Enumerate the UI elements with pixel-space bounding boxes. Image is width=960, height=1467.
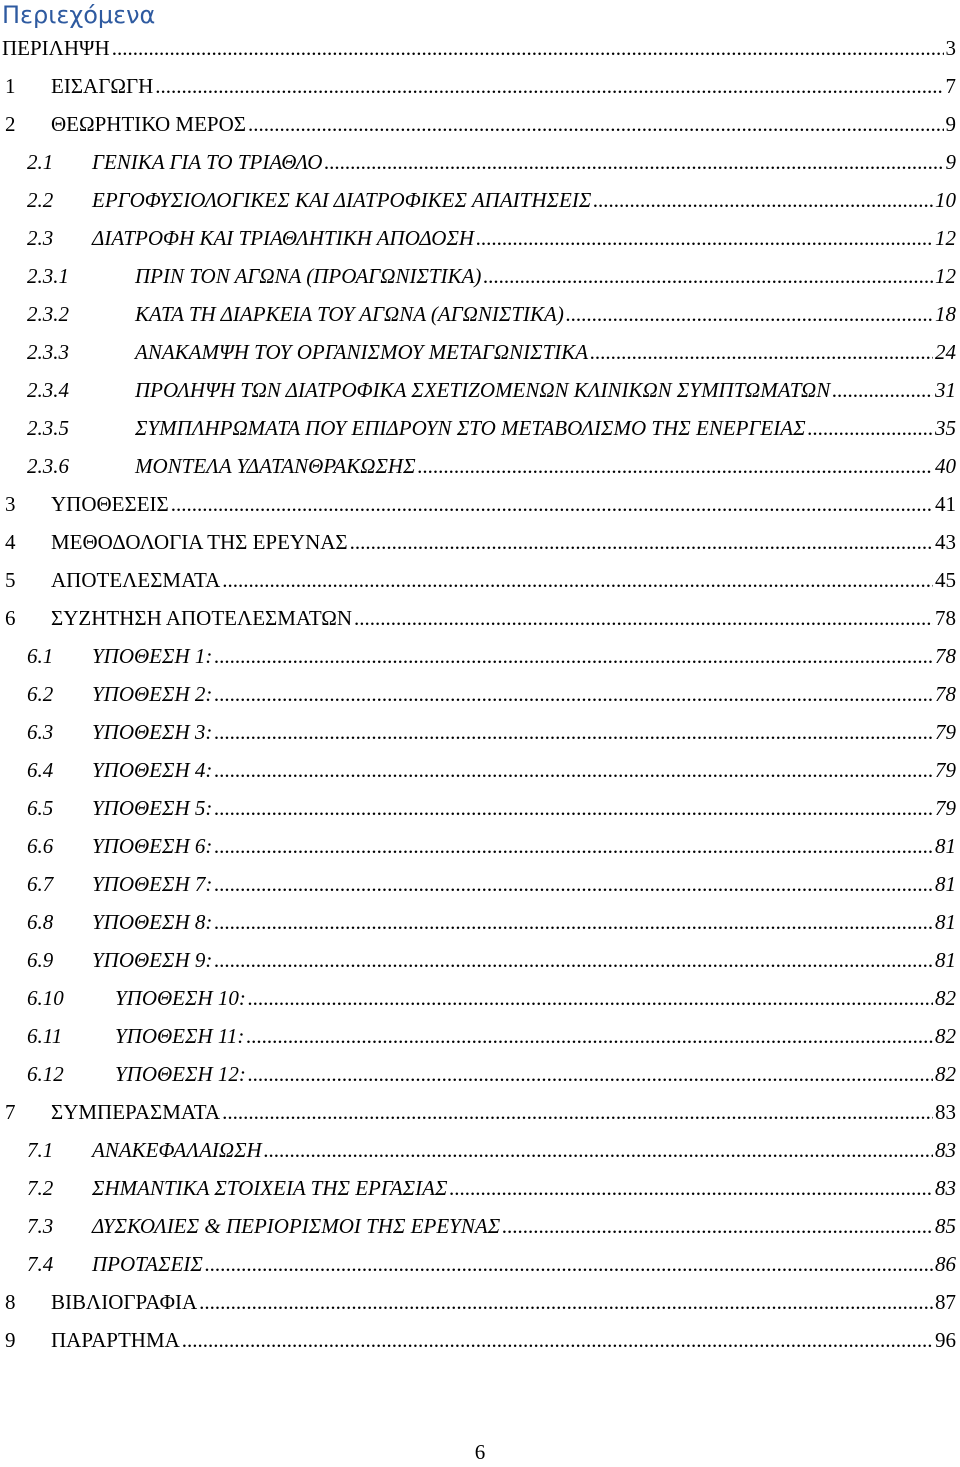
toc-entry-number: 9 — [5, 1328, 16, 1352]
toc-entry[interactable] — [0, 219, 960, 257]
toc-dot-leader — [248, 1055, 933, 1093]
toc-entry-page: 81 — [935, 834, 956, 858]
toc-title: Περιεχόμενα — [2, 1, 156, 29]
toc-dot-leader — [264, 1131, 933, 1169]
toc-entry-page: 3 — [945, 36, 956, 60]
toc-dot-leader — [590, 333, 933, 371]
toc-dot-leader — [214, 713, 933, 751]
toc-dot-leader — [324, 143, 943, 181]
toc-dot-leader — [214, 865, 933, 903]
toc-entry[interactable] — [0, 751, 960, 789]
toc-entry-page: 83 — [935, 1176, 956, 1200]
toc-entry-number: 6 — [5, 606, 16, 630]
toc-entry[interactable] — [0, 599, 960, 637]
toc-entry[interactable] — [0, 295, 960, 333]
toc-entry-number: 4 — [5, 530, 16, 554]
toc-entry-page: 78 — [935, 644, 956, 668]
toc-entry[interactable] — [0, 1321, 960, 1359]
toc-dot-leader — [248, 979, 933, 1017]
toc-entry-page: 7 — [945, 74, 956, 98]
toc-entry-number: 3 — [5, 492, 16, 516]
toc-entry-label: ΑΝΑΚΕΦΑΛΑΙΩΣΗ — [92, 1138, 262, 1162]
toc-entry-page: 82 — [935, 986, 956, 1010]
toc-dot-leader — [214, 675, 933, 713]
toc-entry-page: 41 — [935, 492, 956, 516]
toc-entry[interactable] — [0, 561, 960, 599]
toc-entry-page: 85 — [935, 1214, 956, 1238]
toc-entry-label: ΥΠΟΘΕΣΗ 7: — [92, 872, 213, 896]
toc-entry-label: ΣΥΜΠΛΗΡΩΜΑΤΑ ΠΟΥ ΕΠΙΔΡΟΥΝ ΣΤΟ ΜΕΤΑΒΟΛΙΣΜΟ ΤΗΣ ΕΝΕΡΓΕΙΑΣ — [135, 416, 806, 440]
toc-entry-page: 12 — [935, 226, 956, 250]
toc-entry-label: ΥΠΟΘΕΣΗ 11: — [115, 1024, 245, 1048]
toc-entry[interactable] — [0, 523, 960, 561]
toc-entry-number: 6.8 — [27, 910, 54, 934]
toc-entry[interactable] — [0, 903, 960, 941]
toc-entry-label: ΘΕΩΡΗΤΙΚΟ ΜΕΡΟΣ — [51, 112, 246, 136]
toc-entry-number: 6.9 — [27, 948, 54, 972]
toc-dot-leader — [222, 1093, 933, 1131]
toc-entry-number: 6.11 — [27, 1024, 63, 1048]
toc-entry-page: 10 — [935, 188, 956, 212]
toc-dot-leader — [248, 105, 944, 143]
toc-entry-label: ΠΑΡΑΡΤΗΜΑ — [51, 1328, 180, 1352]
toc-dot-leader — [205, 1245, 933, 1283]
toc-entry-number: 2.3 — [27, 226, 54, 250]
toc-entry-label: ΠΕΡΙΛΗΨΗ — [2, 36, 110, 60]
toc-entry-page: 45 — [935, 568, 956, 592]
toc-entry[interactable] — [0, 181, 960, 219]
toc-entry[interactable] — [0, 67, 960, 105]
toc-entry-label: ΔΥΣΚΟΛΙΕΣ & ΠΕΡΙΟΡΙΣΜΟΙ ΤΗΣ ΕΡΕΥΝΑΣ — [92, 1214, 501, 1238]
toc-entry[interactable] — [0, 371, 960, 409]
toc-entry-page: 35 — [935, 416, 956, 440]
toc-entry-page: 82 — [935, 1024, 956, 1048]
toc-entry[interactable] — [0, 105, 960, 143]
toc-entry-number: 7.3 — [27, 1214, 54, 1238]
toc-dot-leader — [214, 637, 933, 675]
toc-dot-leader — [832, 371, 933, 409]
toc-entry[interactable] — [0, 1131, 960, 1169]
toc-entry[interactable] — [0, 865, 960, 903]
toc-entry-page: 81 — [935, 872, 956, 896]
toc-entry-number: 2.1 — [27, 150, 54, 174]
toc-entry-label: ΜΕΘΟΔΟΛΟΓΙΑ ΤΗΣ ΕΡΕΥΝΑΣ — [51, 530, 348, 554]
toc-dot-leader — [502, 1207, 933, 1245]
toc-entry[interactable] — [0, 1055, 960, 1093]
toc-dot-leader — [246, 1017, 933, 1055]
toc-dot-leader — [350, 523, 933, 561]
toc-entry-page: 78 — [935, 682, 956, 706]
toc-dot-leader — [155, 67, 943, 105]
toc-entry-label: ΥΠΟΘΕΣΗ 4: — [92, 758, 213, 782]
toc-dot-leader — [354, 599, 933, 637]
toc-list — [0, 29, 960, 1359]
toc-entry-label: ΕΡΓΟΦΥΣΙΟΛΟΓΙΚΕΣ ΚΑΙ ΔΙΑΤΡΟΦΙΚΕΣ ΑΠΑΙΤΗΣΕΙΣ — [92, 188, 592, 212]
toc-entry[interactable] — [0, 713, 960, 751]
toc-dot-leader — [449, 1169, 933, 1207]
toc-entry-number: 2.3.3 — [27, 340, 69, 364]
toc-entry[interactable] — [0, 333, 960, 371]
toc-entry-number: 6.4 — [27, 758, 54, 782]
toc-entry[interactable] — [0, 1093, 960, 1131]
toc-entry[interactable] — [0, 827, 960, 865]
toc-dot-leader — [214, 941, 933, 979]
toc-dot-leader — [593, 181, 933, 219]
toc-entry-number: 6.6 — [27, 834, 54, 858]
toc-entry-page: 9 — [945, 150, 956, 174]
toc-entry[interactable] — [0, 637, 960, 675]
toc-entry-number: 2.3.1 — [27, 264, 69, 288]
toc-entry[interactable] — [0, 979, 960, 1017]
toc-entry[interactable] — [0, 675, 960, 713]
toc-entry-page: 43 — [935, 530, 956, 554]
toc-entry[interactable] — [0, 1207, 960, 1245]
toc-dot-leader — [214, 789, 933, 827]
toc-entry-number: 7.2 — [27, 1176, 54, 1200]
toc-entry-label: ΚΑΤΑ ΤΗ ΔΙΑΡΚΕΙΑ ΤΟΥ ΑΓΩΝΑ (ΑΓΩΝΙΣΤΙΚΑ) — [135, 302, 564, 326]
toc-entry-number: 7.4 — [27, 1252, 54, 1276]
toc-dot-leader — [112, 29, 944, 67]
toc-entry-number: 7.1 — [27, 1138, 54, 1162]
toc-entry-label: ΥΠΟΘΕΣΕΙΣ — [51, 492, 169, 516]
toc-entry-label: ΣΥΜΠΕΡΑΣΜΑΤΑ — [51, 1100, 221, 1124]
toc-entry-number: 2.3.6 — [27, 454, 69, 478]
toc-entry-number: 7 — [5, 1100, 16, 1124]
toc-entry-page: 31 — [935, 378, 956, 402]
toc-entry-page: 87 — [935, 1290, 956, 1314]
toc-entry[interactable] — [0, 1283, 960, 1321]
toc-entry-label: ΠΡΟΤΑΣΕΙΣ — [92, 1252, 203, 1276]
toc-entry-label: ΣΗΜΑΝΤΙΚΑ ΣΤΟΙΧΕΙΑ ΤΗΣ ΕΡΓΑΣΙΑΣ — [92, 1176, 448, 1200]
toc-entry-number: 5 — [5, 568, 16, 592]
toc-entry-page: 79 — [935, 796, 956, 820]
toc-entry-page: 12 — [935, 264, 956, 288]
toc-dot-leader — [566, 295, 933, 333]
toc-entry-number: 1 — [5, 74, 16, 98]
toc-dot-leader — [808, 409, 933, 447]
toc-dot-leader — [199, 1283, 933, 1321]
toc-entry-number: 2 — [5, 112, 16, 136]
toc-entry-page: 78 — [935, 606, 956, 630]
toc-dot-leader — [214, 903, 933, 941]
toc-dot-leader — [222, 561, 933, 599]
toc-entry-number: 6.10 — [27, 986, 64, 1010]
toc-entry[interactable] — [0, 1017, 960, 1055]
toc-entry-number: 2.2 — [27, 188, 54, 212]
toc-entry-label: ΠΡΙΝ ΤΟΝ ΑΓΩΝΑ (ΠΡΟΑΓΩΝΙΣΤΙΚΑ) — [135, 264, 482, 288]
toc-entry-label: ΥΠΟΘΕΣΗ 1: — [92, 644, 213, 668]
toc-entry-page: 9 — [945, 112, 956, 136]
toc-entry-label: ΑΝΑΚΑΜΨΗ ΤΟΥ ΟΡΓΑΝΙΣΜΟΥ ΜΕΤΑΓΩΝΙΣΤΙΚΑ — [135, 340, 589, 364]
toc-entry-label: ΒΙΒΛΙΟΓΡΑΦΙΑ — [51, 1290, 198, 1314]
toc-entry-number: 6.3 — [27, 720, 54, 744]
toc-entry-label: ΥΠΟΘΕΣΗ 12: — [115, 1062, 246, 1086]
toc-dot-leader — [171, 485, 933, 523]
toc-entry-page: 18 — [935, 302, 956, 326]
toc-entry[interactable] — [0, 1169, 960, 1207]
toc-entry-label: ΜΟΝΤΕΛΑ ΥΔΑΤΑΝΘΡΑΚΩΣΗΣ — [135, 454, 416, 478]
toc-entry-label: ΠΡΟΛΗΨΗ ΤΩΝ ΔΙΑΤΡΟΦΙΚΑ ΣΧΕΤΙΖΟΜΕΝΩΝ ΚΛΙΝΙΚΩΝ ΣΥΜΠΤΩΜΑΤΩΝ — [135, 378, 831, 402]
toc-entry-number: 6.7 — [27, 872, 54, 896]
toc-entry-page: 81 — [935, 948, 956, 972]
toc-entry-number: 2.3.2 — [27, 302, 69, 326]
toc-entry-label: ΥΠΟΘΕΣΗ 3: — [92, 720, 213, 744]
toc-entry-label: ΣΥΖΗΤΗΣΗ ΑΠΟΤΕΛΕΣΜΑΤΩΝ — [51, 606, 353, 630]
toc-entry-page: 83 — [935, 1138, 956, 1162]
toc-entry-number: 6.2 — [27, 682, 54, 706]
toc-dot-leader — [418, 447, 933, 485]
toc-entry-number: 8 — [5, 1290, 16, 1314]
toc-entry-number: 2.3.4 — [27, 378, 69, 402]
page-number: 6 — [474, 1440, 486, 1464]
toc-dot-leader — [182, 1321, 933, 1359]
toc-entry[interactable] — [0, 143, 960, 181]
toc-entry-page: 24 — [935, 340, 956, 364]
toc-entry-label: ΥΠΟΘΕΣΗ 5: — [92, 796, 213, 820]
toc-entry-page: 86 — [935, 1252, 956, 1276]
toc-entry[interactable] — [0, 29, 960, 67]
toc-entry-page: 96 — [935, 1328, 956, 1352]
toc-entry-page: 79 — [935, 758, 956, 782]
toc-entry-page: 79 — [935, 720, 956, 744]
toc-entry-number: 6.12 — [27, 1062, 64, 1086]
toc-entry-number: 2.3.5 — [27, 416, 69, 440]
toc-entry-label: ΥΠΟΘΕΣΗ 8: — [92, 910, 213, 934]
toc-entry-page: 83 — [935, 1100, 956, 1124]
toc-entry[interactable] — [0, 409, 960, 447]
toc-dot-leader — [214, 827, 933, 865]
toc-dot-leader — [214, 751, 933, 789]
toc-entry-label: ΑΠΟΤΕΛΕΣΜΑΤΑ — [51, 568, 221, 592]
toc-entry[interactable] — [0, 447, 960, 485]
toc-entry-label: ΕΙΣΑΓΩΓΗ — [51, 74, 154, 98]
toc-entry[interactable] — [0, 789, 960, 827]
toc-dot-leader — [476, 219, 933, 257]
toc-entry-number: 6.1 — [27, 644, 54, 668]
toc-entry-page: 40 — [935, 454, 956, 478]
toc-entry-page: 81 — [935, 910, 956, 934]
toc-entry-number: 6.5 — [27, 796, 54, 820]
toc-entry-label: ΥΠΟΘΕΣΗ 9: — [92, 948, 213, 972]
toc-entry-label: ΥΠΟΘΕΣΗ 6: — [92, 834, 213, 858]
toc-entry-label: ΥΠΟΘΕΣΗ 10: — [115, 986, 246, 1010]
toc-entry[interactable] — [0, 485, 960, 523]
toc-entry-label: ΔΙΑΤΡΟΦΗ ΚΑΙ ΤΡΙΑΘΛΗΤΙΚΗ ΑΠΟΔΟΣΗ — [92, 226, 475, 250]
toc-dot-leader — [483, 257, 933, 295]
toc-entry-label: ΥΠΟΘΕΣΗ 2: — [92, 682, 213, 706]
toc-entry[interactable] — [0, 941, 960, 979]
toc-entry[interactable] — [0, 257, 960, 295]
toc-entry-label: ΓΕΝΙΚΑ ΓΙΑ ΤΟ ΤΡΙΑΘΛΟ — [92, 150, 323, 174]
toc-entry-page: 82 — [935, 1062, 956, 1086]
toc-entry[interactable] — [0, 1245, 960, 1283]
